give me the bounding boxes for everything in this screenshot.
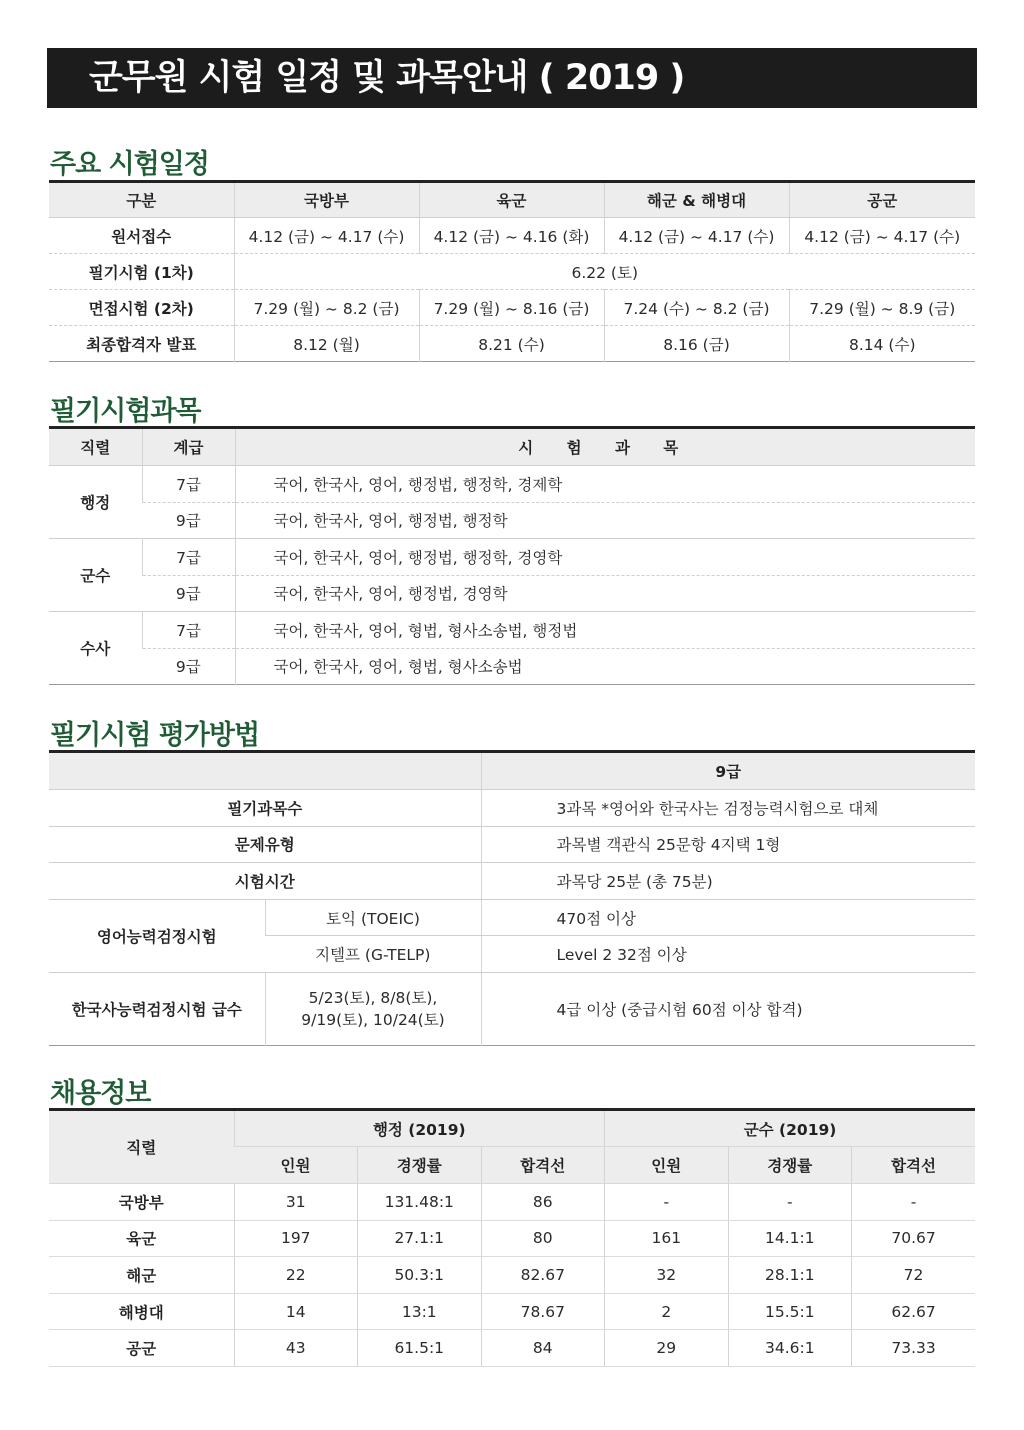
table-cell: 32 <box>605 1257 729 1294</box>
grade-cell: 9급 <box>175 658 201 677</box>
grade-cell: 7급 <box>142 466 235 503</box>
table-cell: 27.1:1 <box>358 1220 482 1257</box>
table-cell: 4.12 (금) ~ 4.17 (수) <box>604 218 789 254</box>
section-title-evaluation: 필기시험 평가방법 <box>50 720 260 751</box>
header-cell: 공군 <box>789 182 975 218</box>
row-label: 면접시험 (2차) <box>49 290 234 326</box>
table-row <box>49 290 975 326</box>
table-cell: 62.67 <box>852 1293 976 1330</box>
table-cell: 73.33 <box>852 1330 976 1367</box>
table-cell: 과목당 25분 (총 75분) <box>481 863 975 900</box>
table-row <box>49 326 975 362</box>
table-cell: 50.3:1 <box>358 1257 482 1294</box>
table-header-row <box>49 1110 975 1147</box>
header-cell: 9급 <box>481 752 975 790</box>
subjects-cell: 국어, 한국사, 영어, 행정법, 행정학, 경제학 <box>235 466 975 503</box>
table-row <box>49 1330 975 1367</box>
table-cell: 70.67 <box>852 1220 976 1257</box>
table-cell: 86 <box>481 1184 605 1221</box>
table-row <box>49 790 975 827</box>
row-label: 해병대 <box>49 1293 234 1330</box>
merged-cell: 6.22 (토) <box>234 254 975 290</box>
table-row <box>49 254 975 290</box>
table-cell: 82.67 <box>481 1257 605 1294</box>
exam-dates-line: 5/23(토), 8/8(토), <box>308 988 438 1007</box>
table-header-row <box>49 752 975 790</box>
table-cell: - <box>852 1184 976 1221</box>
table-cell: 8.14 (수) <box>789 326 975 362</box>
row-label: 영어능력검정시험 <box>49 899 265 972</box>
row-label: 국방부 <box>49 1184 234 1221</box>
table-cell: 8.21 (수) <box>419 326 604 362</box>
table-row <box>49 502 975 539</box>
table-cell: Level 2 32점 이상 <box>481 936 975 973</box>
table-cell: 7.29 (월) ~ 8.2 (금) <box>234 290 419 326</box>
grade-cell: 9급 <box>142 575 235 612</box>
exam-dates-cell <box>265 972 481 1045</box>
table-cell: 84 <box>481 1330 605 1367</box>
table-cell: 2 <box>605 1293 729 1330</box>
table-row <box>49 899 975 936</box>
table-cell: 22 <box>234 1257 358 1294</box>
row-label: 문제유형 <box>49 826 481 863</box>
header-cell: 경쟁률 <box>358 1147 482 1184</box>
subjects-cell: 국어, 한국사, 영어, 형법, 형사소송법, 행정법 <box>235 612 975 649</box>
row-label: 육군 <box>49 1220 234 1257</box>
table-row <box>49 466 975 503</box>
table-cell: 161 <box>605 1220 729 1257</box>
table-cell: 28.1:1 <box>728 1257 852 1294</box>
header-cell: 계급 <box>142 428 235 466</box>
table-cell: 14 <box>234 1293 358 1330</box>
table-cell: 31 <box>234 1184 358 1221</box>
table-cell: 토익 (TOEIC) <box>265 899 481 936</box>
header-cell: 시 험 과 목 <box>235 428 975 466</box>
header-group-cell: 행정 (2019) <box>234 1110 605 1147</box>
grade-cell: 9급 <box>142 502 235 539</box>
header-cell: 경쟁률 <box>728 1147 852 1184</box>
table-row <box>49 1184 975 1221</box>
grade-cell: 7급 <box>142 539 235 576</box>
section-title-schedule: 주요 시험일정 <box>50 149 209 180</box>
table-header-row <box>49 428 975 466</box>
table-cell: 15.5:1 <box>728 1293 852 1330</box>
track-name: 수사 <box>80 640 111 658</box>
table-cell: 72 <box>852 1257 976 1294</box>
table-cell: 43 <box>234 1330 358 1367</box>
table-row <box>49 539 975 576</box>
schedule-table <box>49 180 975 362</box>
header-cell: 합격선 <box>852 1147 976 1184</box>
table-row <box>49 1257 975 1294</box>
table-cell: 29 <box>605 1330 729 1367</box>
table-cell: 8.12 (월) <box>234 326 419 362</box>
table-cell: 197 <box>234 1220 358 1257</box>
header-cell: 국방부 <box>234 182 419 218</box>
header-cell: 직렬 <box>49 1110 234 1184</box>
header-cell: 육군 <box>419 182 604 218</box>
table-cell: - <box>728 1184 852 1221</box>
row-label: 해군 <box>49 1257 234 1294</box>
table-row <box>49 648 975 685</box>
exam-dates-line: 9/19(토), 10/24(토) <box>301 1010 445 1029</box>
page-banner-title: 군무원 시험 일정 및 과목안내 ( 2019 ) <box>47 48 977 108</box>
table-cell: 78.67 <box>481 1293 605 1330</box>
row-label: 필기과목수 <box>49 790 481 827</box>
table-cell: 3과목 *영어와 한국사는 검정능력시험으로 대체 <box>481 790 975 827</box>
table-row <box>49 1293 975 1330</box>
row-label: 공군 <box>49 1330 234 1367</box>
table-row <box>49 575 975 612</box>
subjects-cell: 국어, 한국사, 영어, 행정법, 경영학 <box>235 575 975 612</box>
table-row <box>49 826 975 863</box>
table-row <box>49 972 975 1045</box>
row-label: 최종합격자 발표 <box>86 335 197 354</box>
subjects-cell: 국어, 한국사, 영어, 행정법, 행정학, 경영학 <box>235 539 975 576</box>
section-title-recruit: 채용정보 <box>50 1078 151 1109</box>
header-cell: 인원 <box>234 1147 358 1184</box>
table-cell: 7.29 (월) ~ 8.16 (금) <box>419 290 604 326</box>
track-name: 행정 <box>49 466 142 539</box>
header-empty-cell <box>49 752 481 790</box>
table-cell: - <box>605 1184 729 1221</box>
table-cell: 4.12 (금) ~ 4.17 (수) <box>234 218 419 254</box>
table-cell: 4.12 (금) ~ 4.17 (수) <box>789 218 975 254</box>
table-cell: 8.16 (금) <box>604 326 789 362</box>
subjects-table <box>49 426 975 685</box>
row-label: 시험시간 <box>49 863 481 900</box>
header-cell: 구분 <box>49 182 234 218</box>
table-cell: 13:1 <box>358 1293 482 1330</box>
table-cell: 470점 이상 <box>481 899 975 936</box>
table-cell: 131.48:1 <box>358 1184 482 1221</box>
table-cell: 34.6:1 <box>728 1330 852 1367</box>
header-cell: 해군 & 해병대 <box>604 182 789 218</box>
table-cell: 7.24 (수) ~ 8.2 (금) <box>604 290 789 326</box>
section-title-subjects: 필기시험과목 <box>50 396 201 427</box>
grade-cell: 7급 <box>142 612 235 649</box>
table-row <box>49 218 975 254</box>
table-cell: 61.5:1 <box>358 1330 482 1367</box>
table-row <box>49 612 975 649</box>
table-row <box>49 863 975 900</box>
row-label: 한국사능력검정시험 급수 <box>71 1000 242 1019</box>
table-row <box>49 1220 975 1257</box>
track-name: 군수 <box>49 539 142 612</box>
subjects-cell: 국어, 한국사, 영어, 형법, 형사소송법 <box>235 648 975 685</box>
header-group-cell: 군수 (2019) <box>605 1110 976 1147</box>
table-header-row <box>49 182 975 218</box>
table-cell: 4급 이상 (중급시험 60점 이상 합격) <box>481 972 975 1045</box>
table-cell: 과목별 객관식 25문항 4지택 1형 <box>481 826 975 863</box>
row-label: 원서접수 <box>49 218 234 254</box>
table-cell: 4.12 (금) ~ 4.16 (화) <box>419 218 604 254</box>
subjects-cell: 국어, 한국사, 영어, 행정법, 행정학 <box>235 502 975 539</box>
recruit-table <box>49 1108 975 1367</box>
table-cell: 14.1:1 <box>728 1220 852 1257</box>
header-cell: 인원 <box>605 1147 729 1184</box>
row-label: 필기시험 (1차) <box>49 254 234 290</box>
header-cell: 직렬 <box>49 428 142 466</box>
table-cell: 지텔프 (G-TELP) <box>265 936 481 973</box>
table-cell: 80 <box>481 1220 605 1257</box>
evaluation-table <box>49 750 975 1046</box>
table-cell: 7.29 (월) ~ 8.9 (금) <box>789 290 975 326</box>
header-cell: 합격선 <box>481 1147 605 1184</box>
